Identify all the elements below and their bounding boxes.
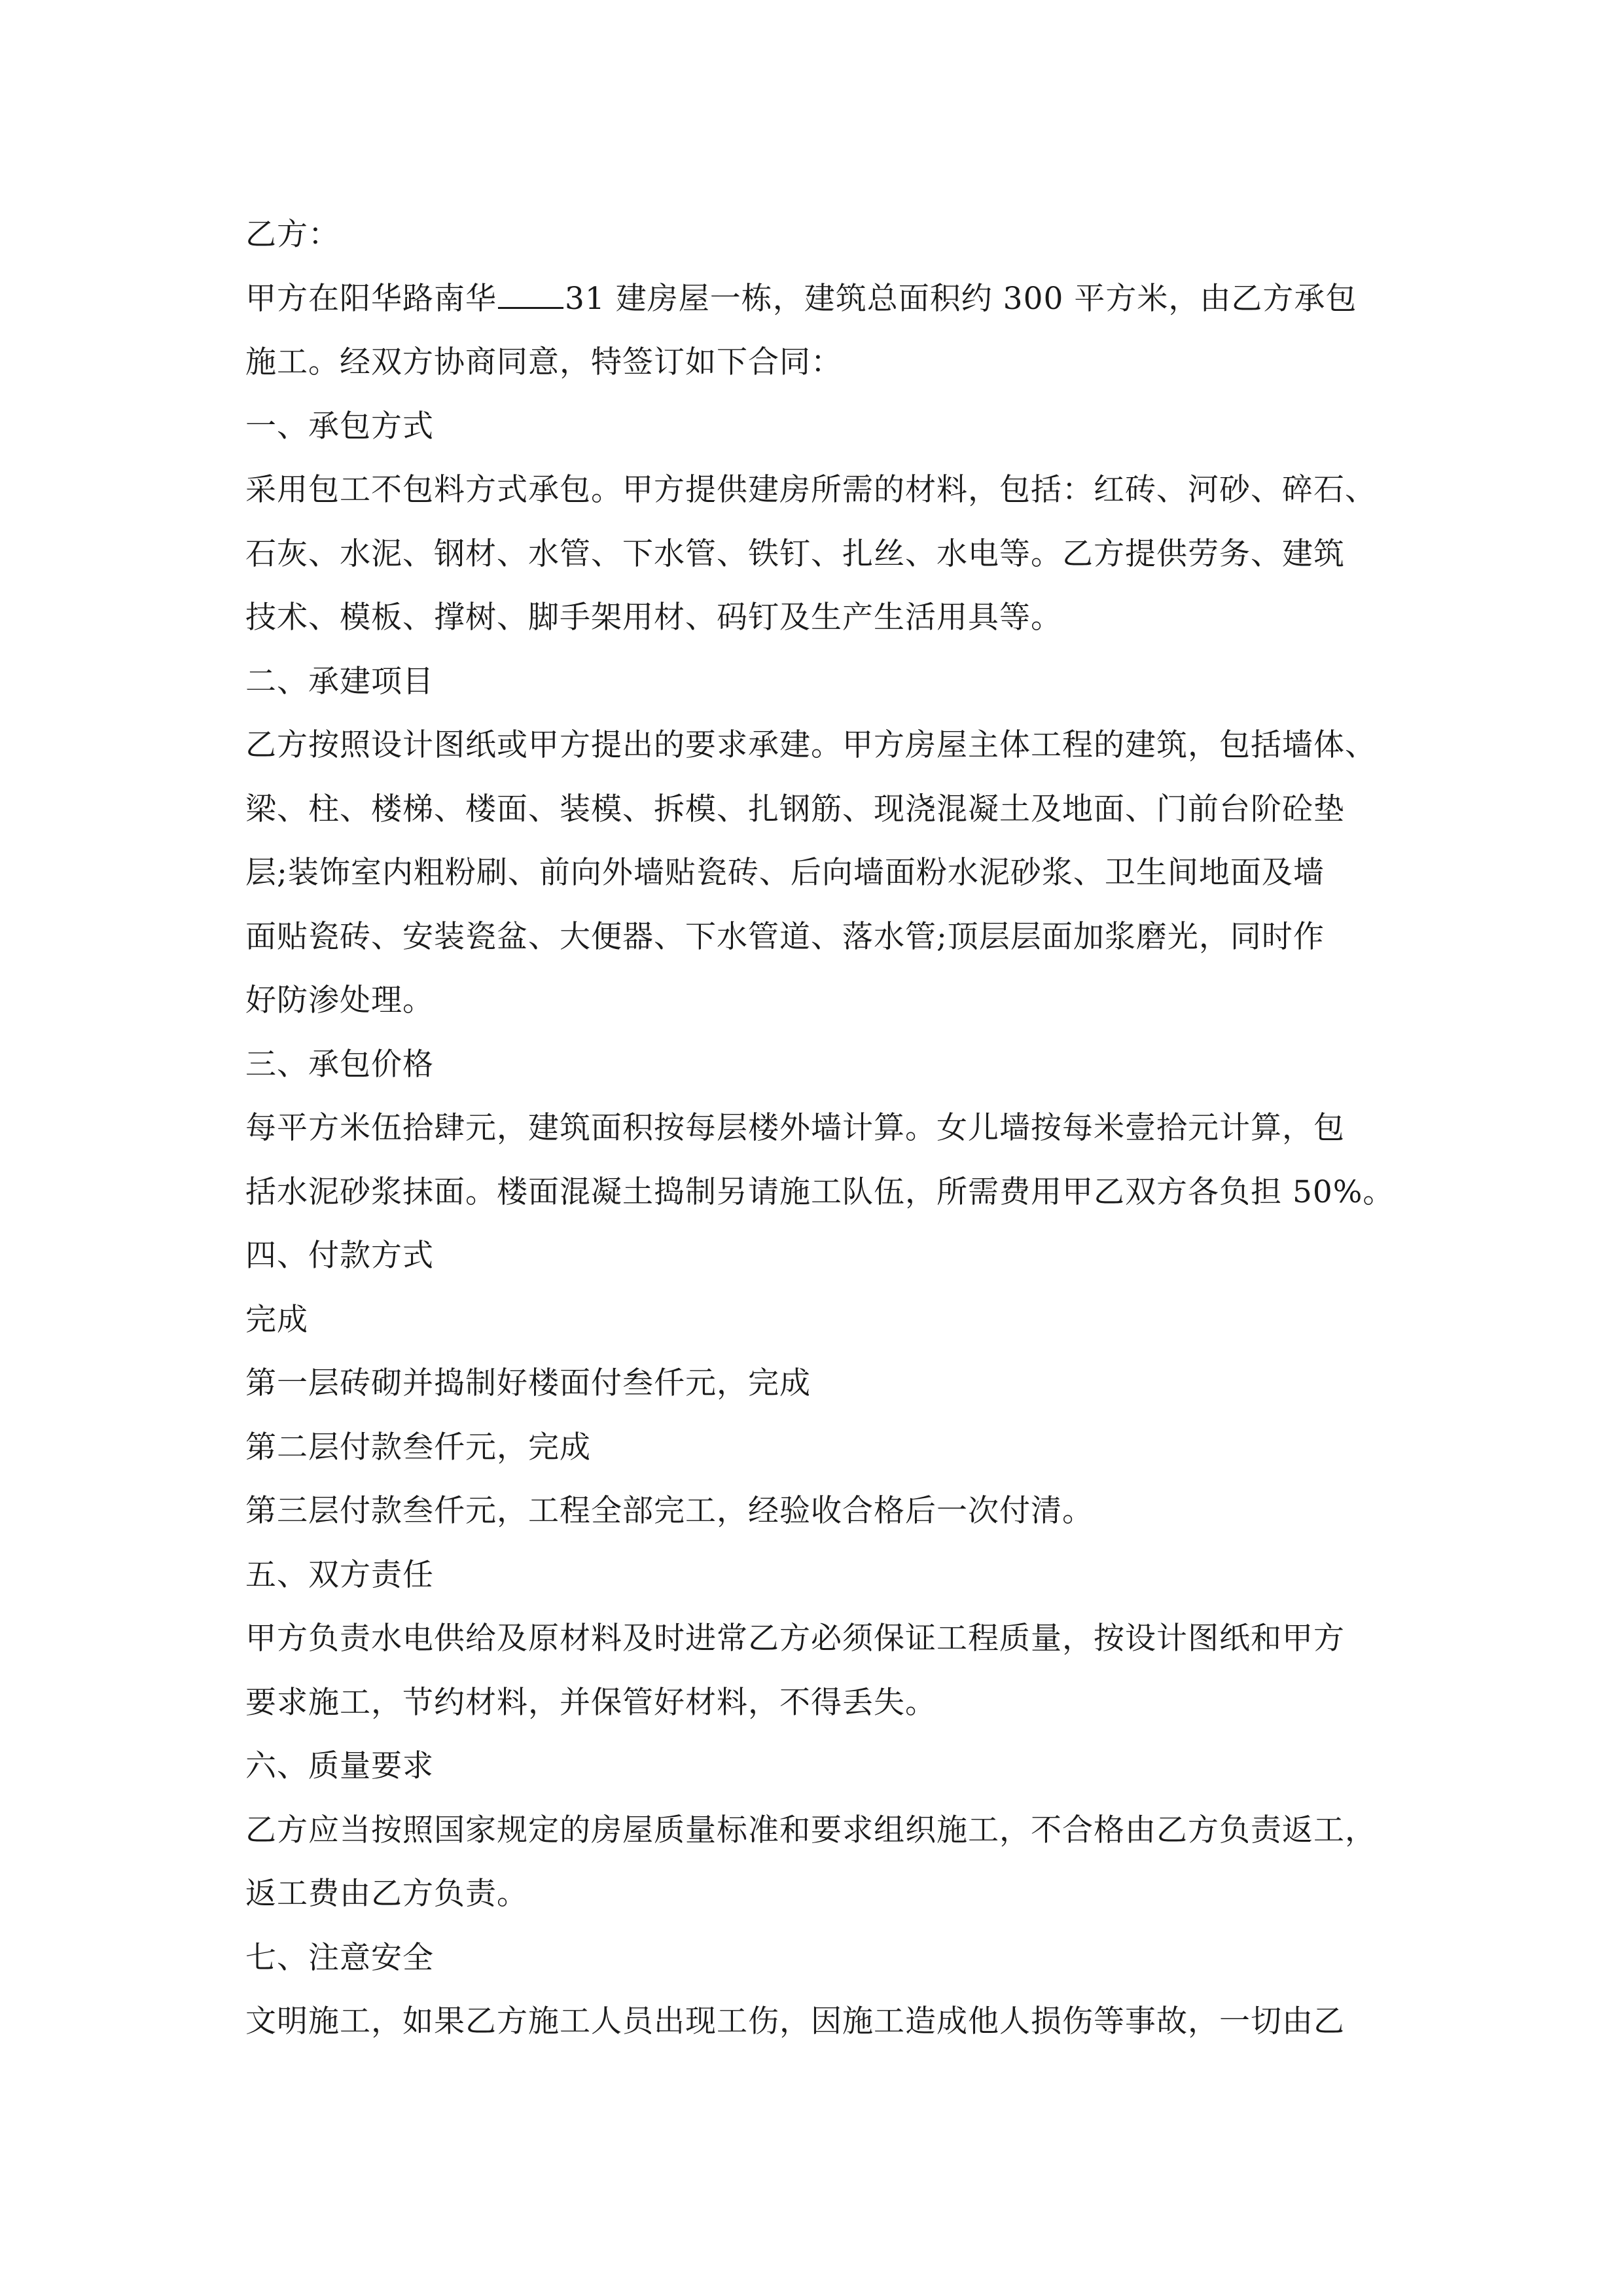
section-text-line: 乙方按照设计图纸或甲方提出的要求承建。甲方房屋主体工程的建筑，包括墙体、	[245, 727, 1376, 763]
section-text-line: 技术、模板、撑树、脚手架用材、码钉及生产生活用具等。	[245, 600, 1062, 636]
intro-text-end: 31 建房屋一栋，建筑总面积约 300 平方米，由乙方承包	[565, 280, 1357, 317]
section-text-line: 文明施工，如果乙方施工人员出现工伤，因施工造成他人损伤等事故，一切由乙	[245, 2003, 1345, 2039]
section-heading: 六、质量要求	[245, 1748, 434, 1784]
section-text-line: 完成	[245, 1301, 308, 1338]
section-text-line: 采用包工不包料方式承包。甲方提供建房所需的材料，包括：红砖、河砂、碎石、	[245, 472, 1376, 508]
intro-line-2: 施工。经双方协商同意，特签订如下合同：	[245, 344, 842, 380]
intro-line-1	[245, 267, 1423, 331]
section-text-line: 乙方应当按照国家规定的房屋质量标准和要求组织施工，不合格由乙方负责返工，	[245, 1812, 1376, 1848]
section-text-line: 梁、柱、楼梯、楼面、装模、拆模、扎钢筋、现浇混凝土及地面、门前台阶砼垫	[245, 791, 1345, 827]
section-text-line: 面贴瓷砖、安装瓷盆、大便器、下水管道、落水管;顶层层面加浆磨光，同时作	[245, 918, 1325, 955]
section-heading: 三、承包价格	[245, 1046, 434, 1083]
section-text-line: 第三层付款叁仟元，工程全部完工，经验收合格后一次付清。	[245, 1493, 1094, 1529]
section-text-line: 返工费由乙方负责。	[245, 1876, 528, 1912]
section-text-line: 第二层付款叁仟元，完成	[245, 1429, 591, 1465]
section-heading: 五、双方责任	[245, 1556, 434, 1593]
section-text-line: 石灰、水泥、钢材、水管、下水管、铁钉、扎丝、水电等。乙方提供劳务、建筑	[245, 535, 1345, 572]
section-text-line: 要求施工，节约材料，并保管好材料，不得丢失。	[245, 1684, 936, 1721]
section-heading: 一、承包方式	[245, 408, 434, 444]
section-text-line: 好防渗处理。	[245, 982, 434, 1018]
section-text-line: 括水泥砂浆抹面。楼面混凝土捣制另请施工队伍，所需费用甲乙双方各负担 50%。	[245, 1174, 1395, 1210]
section-heading: 七、注意安全	[245, 1939, 434, 1976]
contract-body	[245, 203, 1423, 2054]
section-text-line: 第一层砖砌并捣制好楼面付叁仟元，完成	[245, 1365, 811, 1401]
section-text-line: 层;装饰室内粗粉刷、前向外墙贴瓷砖、后向墙面粉水泥砂浆、卫生间地面及墙	[245, 855, 1325, 891]
section-text-line: 甲方负责水电供给及原材料及时进常乙方必须保证工程质量，按设计图纸和甲方	[245, 1621, 1345, 1657]
party-b-label: 乙方：	[245, 217, 340, 253]
section-text-line: 每平方米伍拾肆元，建筑面积按每层楼外墙计算。女儿墙按每米壹拾元计算，包	[245, 1110, 1345, 1146]
section-heading: 四、付款方式	[245, 1238, 434, 1274]
section-heading: 二、承建项目	[245, 663, 434, 700]
blank-underline	[498, 281, 563, 309]
intro-text-start: 甲方在阳华路南华	[245, 280, 497, 317]
